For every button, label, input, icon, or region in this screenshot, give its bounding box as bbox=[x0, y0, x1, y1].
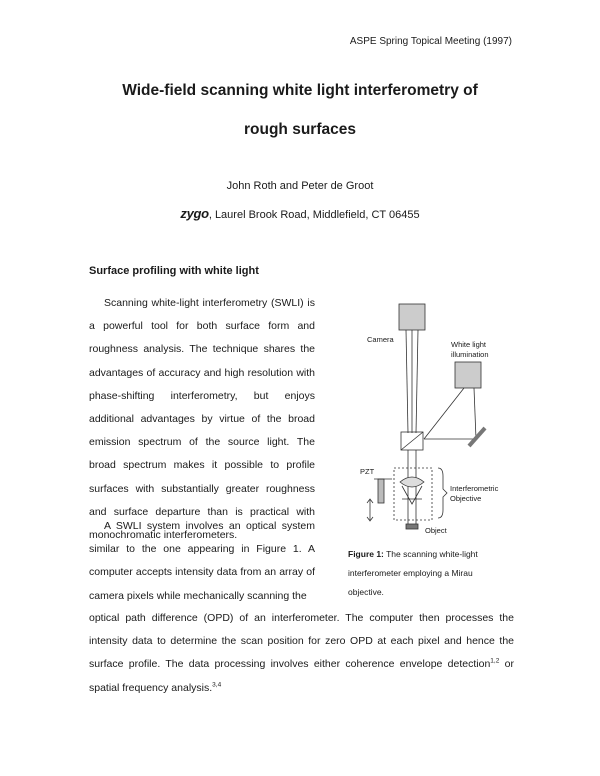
citation-3-4: 3,4 bbox=[212, 681, 222, 689]
white-light-label-1: White light bbox=[451, 340, 487, 349]
paragraph-3-text-a: optical path difference (OPD) of an interferometer. The computer then processes the intensity data to determine the scan position for zero OPD at each pixel and hence the surface profile. The data processing involves either coherence envelope detection bbox=[89, 612, 514, 671]
interferometric-label-1: Interferometric bbox=[450, 484, 499, 493]
interferometric-label-2: Objective bbox=[450, 494, 482, 503]
citation-1-2: 1,2 bbox=[490, 657, 500, 665]
body-paragraph-1 bbox=[89, 292, 315, 547]
figure-caption bbox=[348, 545, 503, 602]
zygo-logo: zygo bbox=[180, 206, 209, 221]
white-light-label-2: illumination bbox=[451, 350, 489, 359]
objective-lens bbox=[400, 477, 424, 487]
authors: John Roth and Peter de Groot bbox=[226, 180, 374, 192]
body-paragraph-3 bbox=[89, 607, 514, 700]
camera-beam-right bbox=[416, 330, 418, 433]
paragraph-1-text: Scanning white-light interferometry (SWLI) is a powerful tool for both surface form and roughness analysis. The technique shares the advantages of accuracy and high resolution with phase-shifting interferometry, but enjoys additional advantages by virtue of the broad emission spectrum of the source light. The broad spectrum makes it possible to profile surfaces with substantially greater roughness and surface departure than is practical with monochromatic interferometers. bbox=[89, 297, 315, 542]
camera-beam-left bbox=[406, 330, 408, 433]
illumination-beam-left bbox=[424, 388, 464, 439]
light-source-box bbox=[455, 362, 481, 388]
paragraph-2-text: A SWLI system involves an optical system similar to the one appearing in Figure 1. A computer accepts intensity data from an array of camera pixels while mechanically scanning the bbox=[89, 520, 315, 602]
swli-diagram bbox=[340, 296, 520, 541]
address: , Laurel Brook Road, Middlefield, CT 06455 bbox=[208, 209, 420, 221]
object-sample bbox=[406, 524, 418, 529]
figure-caption-text: The scanning white-light interferometer employing a Mirau objective. bbox=[348, 549, 478, 597]
objective-outline bbox=[394, 468, 432, 520]
camera-label: Camera bbox=[367, 335, 394, 344]
paper-title-line-1: Wide-field scanning white light interferometry of bbox=[122, 82, 478, 99]
affiliation bbox=[0, 206, 600, 221]
beamsplitter-diagonal bbox=[401, 432, 423, 450]
body-paragraph-2 bbox=[89, 515, 315, 608]
illumination-beam-right bbox=[474, 388, 476, 439]
objective-brace bbox=[438, 468, 447, 518]
object-label: Object bbox=[425, 526, 447, 535]
pzt-label: PZT bbox=[360, 467, 375, 476]
pzt-actuator bbox=[378, 479, 384, 503]
mirau-cone bbox=[402, 486, 422, 504]
paper-title-line-2: rough surfaces bbox=[244, 121, 356, 138]
fold-mirror bbox=[469, 428, 485, 446]
camera-box bbox=[399, 304, 425, 330]
conference-header: ASPE Spring Topical Meeting (1997) bbox=[349, 36, 512, 47]
figure-caption-label: Figure 1: bbox=[348, 549, 384, 559]
section-heading: Surface profiling with white light bbox=[89, 265, 259, 277]
paragraph-3-text-b: or spatial frequency analysis. bbox=[89, 658, 514, 694]
